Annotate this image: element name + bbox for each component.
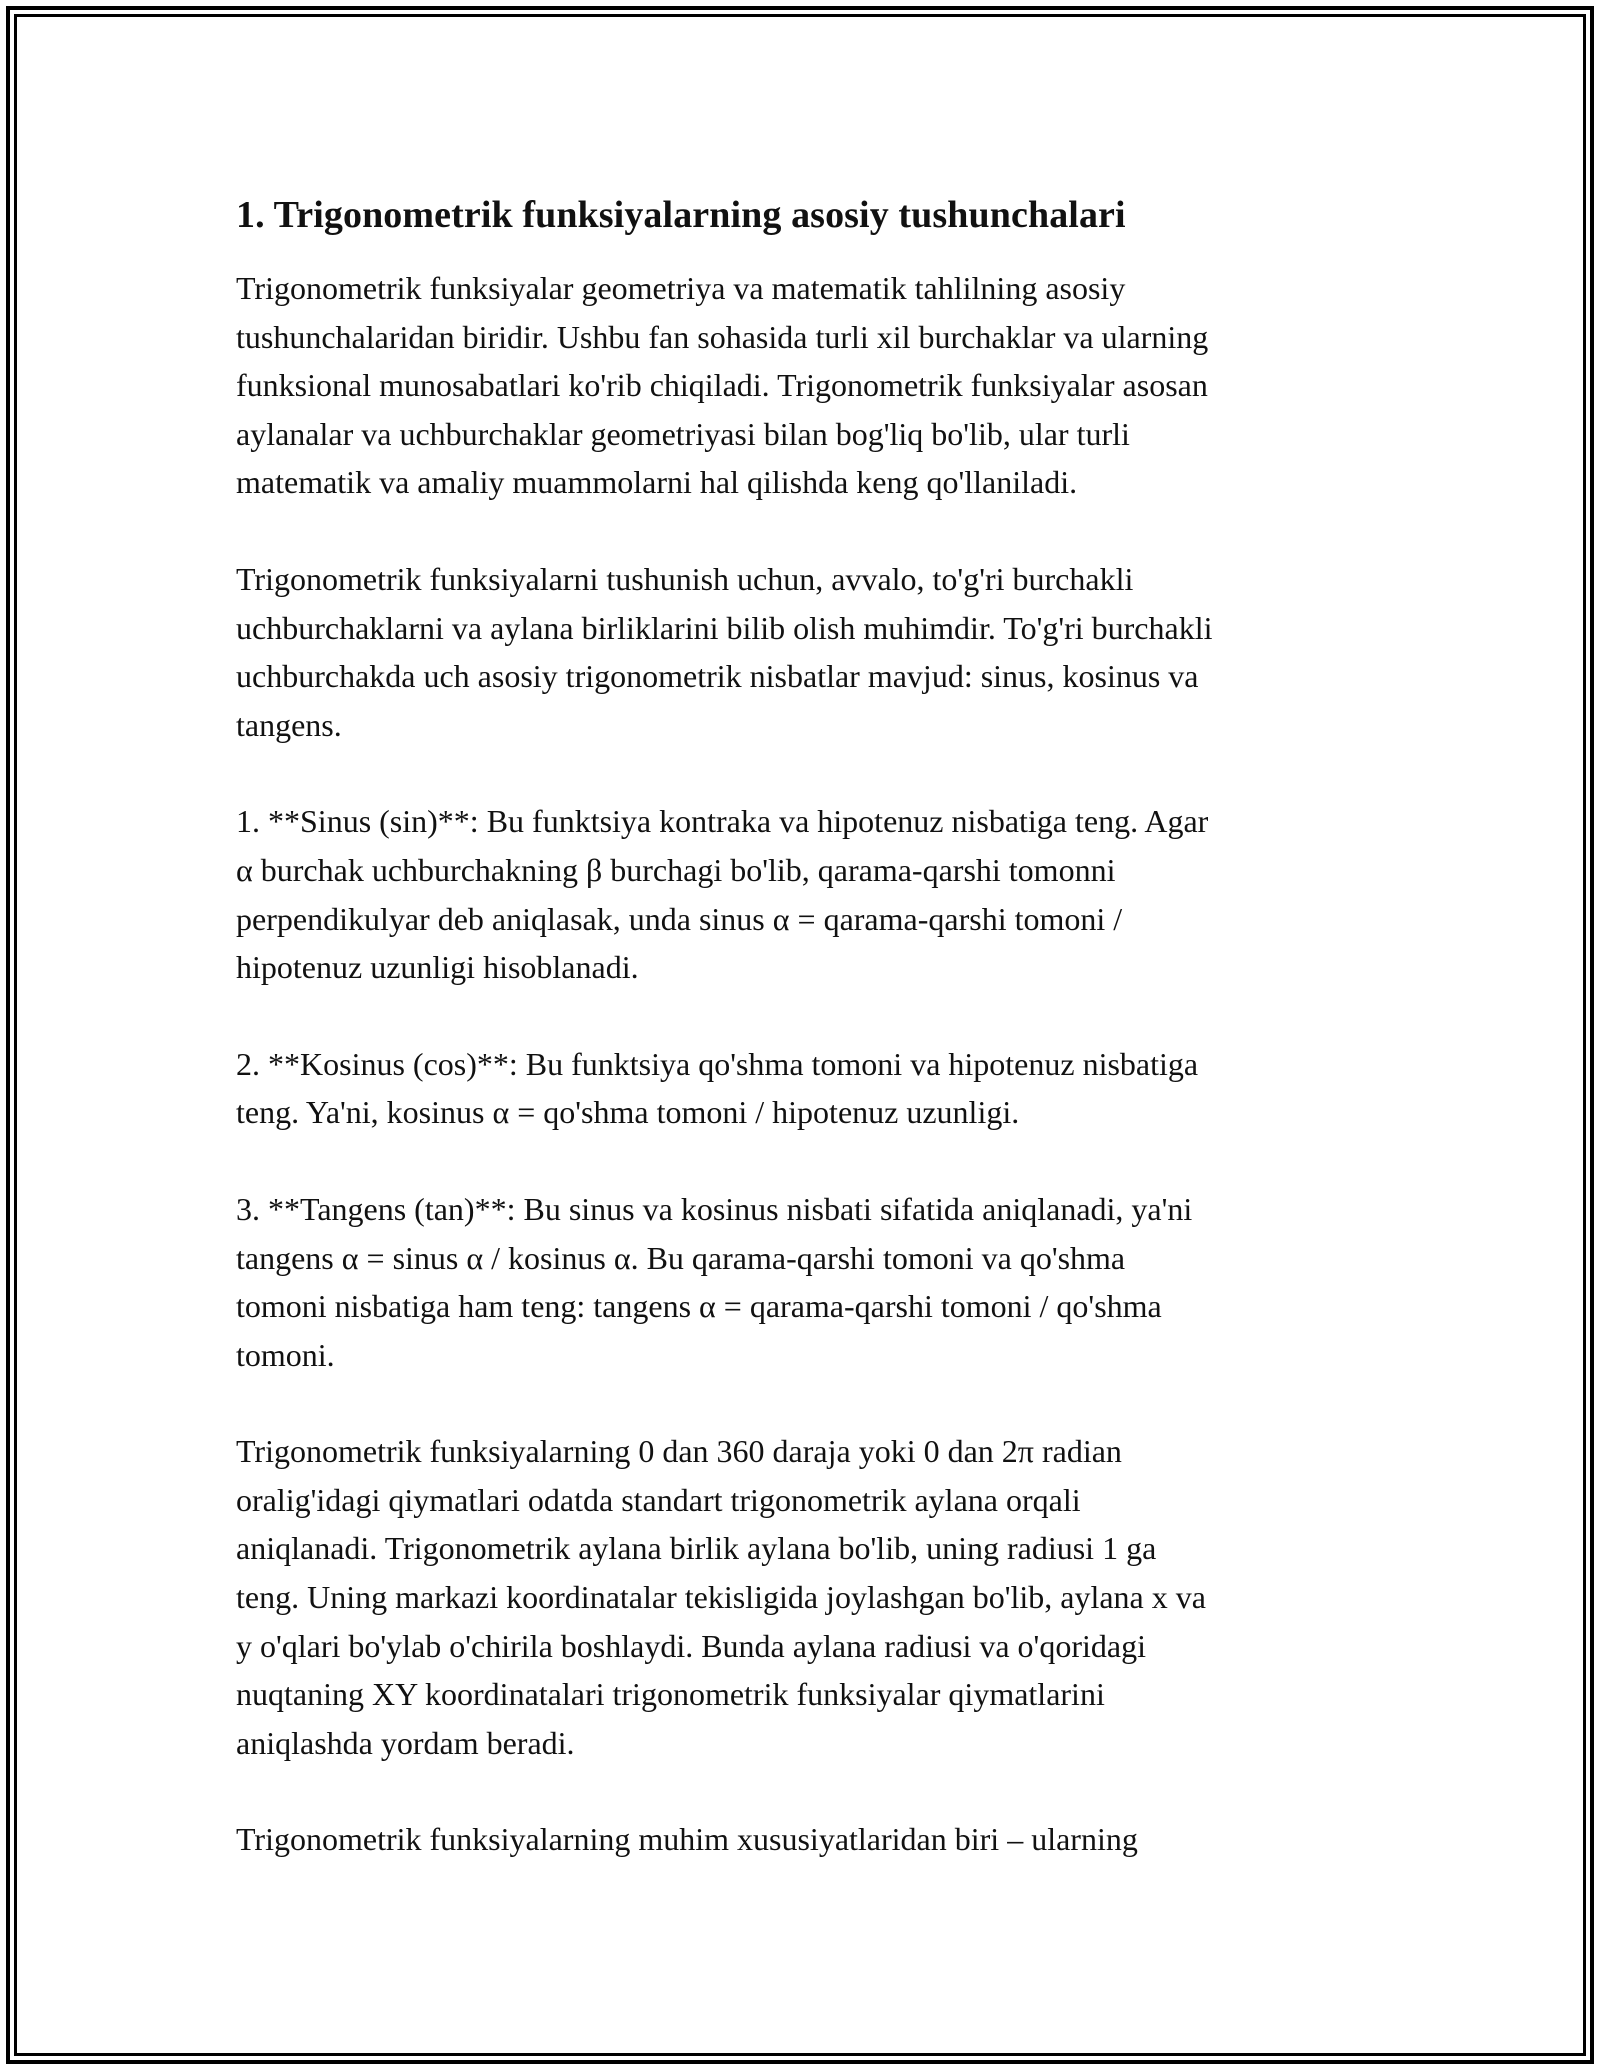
text-line: aylanalar va uchburchaklar geometriyasi bilan bog'liq bo'lib, ular turli bbox=[236, 415, 1130, 452]
text-line: Trigonometrik funksiyalarning 0 dan 360 daraja yoki 0 dan 2π radian bbox=[236, 1433, 1122, 1470]
text-line: perpendikulyar deb aniqlasak, unda sinus α = qarama-qarshi tomoni / bbox=[236, 900, 1123, 937]
paragraph-sinus bbox=[236, 797, 1386, 991]
text-line: 1. **Sinus (sin)**: Bu funktsiya kontraka va hipotenuz nisbatiga teng. Agar bbox=[236, 803, 1209, 840]
text-line: y o'qlari bo'ylab o'chirila boshlaydi. Bunda aylana radiusi va o'qoridagi bbox=[236, 1627, 1146, 1664]
text-line: aniqlanadi. Trigonometrik aylana birlik aylana bo'lib, uning radiusi 1 ga bbox=[236, 1530, 1157, 1567]
paragraph-kosinus bbox=[236, 1040, 1386, 1137]
text-line: tomoni nisbatiga ham teng: tangens α = qarama-qarshi tomoni / qo'shma bbox=[236, 1288, 1162, 1325]
text-line: nuqtaning XY koordinatalari trigonometrik funksiyalar qiymatlarini bbox=[236, 1676, 1105, 1713]
text-line: Trigonometrik funksiyalarni tushunish uchun, avvalo, to'g'ri burchakli bbox=[236, 560, 1134, 597]
text-line: tushunchalaridan biridir. Ushbu fan sohasida turli xil burchaklar va ularning bbox=[236, 318, 1209, 355]
text-line: aniqlashda yordam beradi. bbox=[236, 1724, 575, 1761]
paragraph-right-triangle bbox=[236, 555, 1386, 749]
section-heading: 1. Trigonometrik funksiyalarning asosiy tushunchalari bbox=[236, 194, 1126, 236]
text-line: 2. **Kosinus (cos)**: Bu funktsiya qo'shma tomoni va hipotenuz nisbatiga bbox=[236, 1045, 1199, 1082]
text-line: uchburchaklarni va aylana birliklarini bilib olish muhimdir. To'g'ri burchakli bbox=[236, 609, 1213, 646]
text-line: Trigonometrik funksiyalarning muhim xususiyatlaridan biri – ularning bbox=[236, 1821, 1138, 1858]
text-line: tangens α = sinus α / kosinus α. Bu qarama-qarshi tomoni va qo'shma bbox=[236, 1239, 1126, 1276]
text-line: α burchak uchburchakning β burchagi bo'lib, qarama-qarshi tomonni bbox=[236, 851, 1116, 888]
text-line: hipotenuz uzunligi hisoblanadi. bbox=[236, 949, 639, 986]
text-line: tangens. bbox=[236, 706, 342, 743]
paragraph-intro bbox=[236, 264, 1386, 507]
paragraph-unit-circle bbox=[236, 1427, 1386, 1767]
paragraph-properties bbox=[236, 1815, 1386, 1864]
text-line: matematik va amaliy muammolarni hal qilishda keng qo'llaniladi. bbox=[236, 464, 1078, 501]
paragraph-tangens bbox=[236, 1185, 1386, 1379]
text-line: oralig'idagi qiymatlari odatda standart trigonometrik aylana orqali bbox=[236, 1481, 1081, 1518]
text-line: funksional munosabatlari ko'rib chiqiladi. Trigonometrik funksiyalar asosan bbox=[236, 367, 1208, 404]
text-line: 3. **Tangens (tan)**: Bu sinus va kosinus nisbati sifatida aniqlanadi, ya'ni bbox=[236, 1190, 1193, 1227]
text-line: uchburchakda uch asosiy trigonometrik nisbatlar mavjud: sinus, kosinus va bbox=[236, 658, 1199, 695]
text-line: Trigonometrik funksiyalar geometriya va matematik tahlilning asosiy bbox=[236, 270, 1126, 306]
text-line: teng. Ya'ni, kosinus α = qo'shma tomoni / hipotenuz uzunligi. bbox=[236, 1094, 1020, 1131]
text-line: teng. Uning markazi koordinatalar tekisligida joylashgan bo'lib, aylana x va bbox=[236, 1579, 1206, 1616]
document-body bbox=[236, 188, 1386, 1912]
text-line: tomoni. bbox=[236, 1336, 335, 1373]
